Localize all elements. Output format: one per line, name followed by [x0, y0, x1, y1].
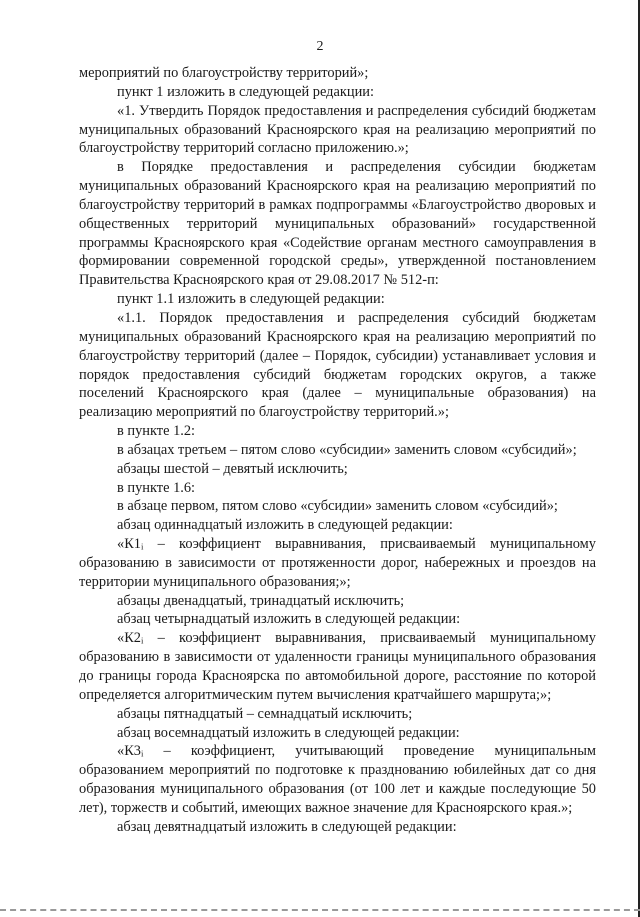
paragraph: «К1ᵢ – коэффициент выравнивания, присваиваемый муниципальному образованию в зависимости от протяженности дорог, набережных и проездов на территории муниципального образования;»;: [79, 536, 596, 590]
paragraph: в Порядке предоставления и распределения субсидии бюджетам муниципальных образований Красноярского края на реализацию мероприятий по благоустройству территорий в рамках подпрограммы «Благоустройство дворовых и общественных территорий муниципальных образований» государственной программы Красноярского края «Содействие органам местного самоуправления в формировании современной городской среды», утвержденной постановлением Правительства Красноярского края от 29.08.2017 № 512-п:: [79, 159, 596, 289]
paragraph: абзац девятнадцатый изложить в следующей редакции:: [117, 818, 457, 835]
paragraph: пункт 1 изложить в следующей редакции:: [117, 83, 374, 100]
scan-edge-bottom: [0, 909, 640, 911]
paragraph: «1. Утвердить Порядок предоставления и распределения субсидий бюджетам муниципальных образований Красноярского края на реализацию мероприятий по благоустройству территорий согласно приложению.»;: [79, 102, 596, 157]
paragraph: абзацы пятнадцатый – семнадцатый исключить;: [117, 705, 413, 722]
paragraph: в абзацах третьем – пятом слово «субсидии» заменить словом «субсидий»;: [117, 441, 577, 458]
paragraph: абзацы двенадцатый, тринадцатый исключить;: [117, 592, 405, 609]
paragraph: «1.1. Порядок предоставления и распределения субсидий бюджетам муниципальных образований Красноярского края на реализацию мероприятий по благоустройству территорий (далее – Порядок, субсидии) устанавливает условия и порядок предоставления субсидий бюджетам городских округов, а также поселений Красноярского края (далее – муниципальные образования) на реализацию мероприятий по благоустройству территорий.»;: [79, 309, 596, 421]
paragraph: абзацы шестой – девятый исключить;: [117, 460, 348, 477]
paragraph: мероприятий по благоустройству территорий»;: [79, 65, 369, 81]
paragraph: в пункте 1.6:: [117, 479, 196, 496]
paragraph: «К2ᵢ – коэффициент выравнивания, присваиваемый муниципальному образованию в зависимости от удаленности границы муниципального образования до границы города Красноярска по автомобильной дороге, расстояние по которой определяется алгоритмическим путем вычисления кратчайшего маршрута;»;: [79, 630, 596, 703]
paragraph: пункт 1.1 изложить в следующей редакции:: [117, 291, 385, 308]
document-body: [79, 64, 596, 837]
paragraph: в абзаце первом, пятом слово «субсидии» заменить словом «субсидий»;: [117, 498, 558, 515]
paragraph: абзац четырнадцатый изложить в следующей редакции:: [117, 611, 461, 628]
page-number: 2: [316, 39, 324, 54]
paragraph: абзац восемнадцатый изложить в следующей редакции:: [117, 724, 460, 741]
paragraph: в пункте 1.2:: [117, 423, 196, 440]
paragraph: «К3ᵢ – коэффициент, учитывающий проведение муниципальным образованием мероприятий по подготовке к празднованию юбилейных дат со дня образования муниципального образования (от 100 лет и каждые последующие 50 лет), торжеств и событий, имеющих важное значение для Красноярского края.»;: [79, 743, 596, 816]
paragraph: абзац одиннадцатый изложить в следующей редакции:: [117, 517, 453, 534]
